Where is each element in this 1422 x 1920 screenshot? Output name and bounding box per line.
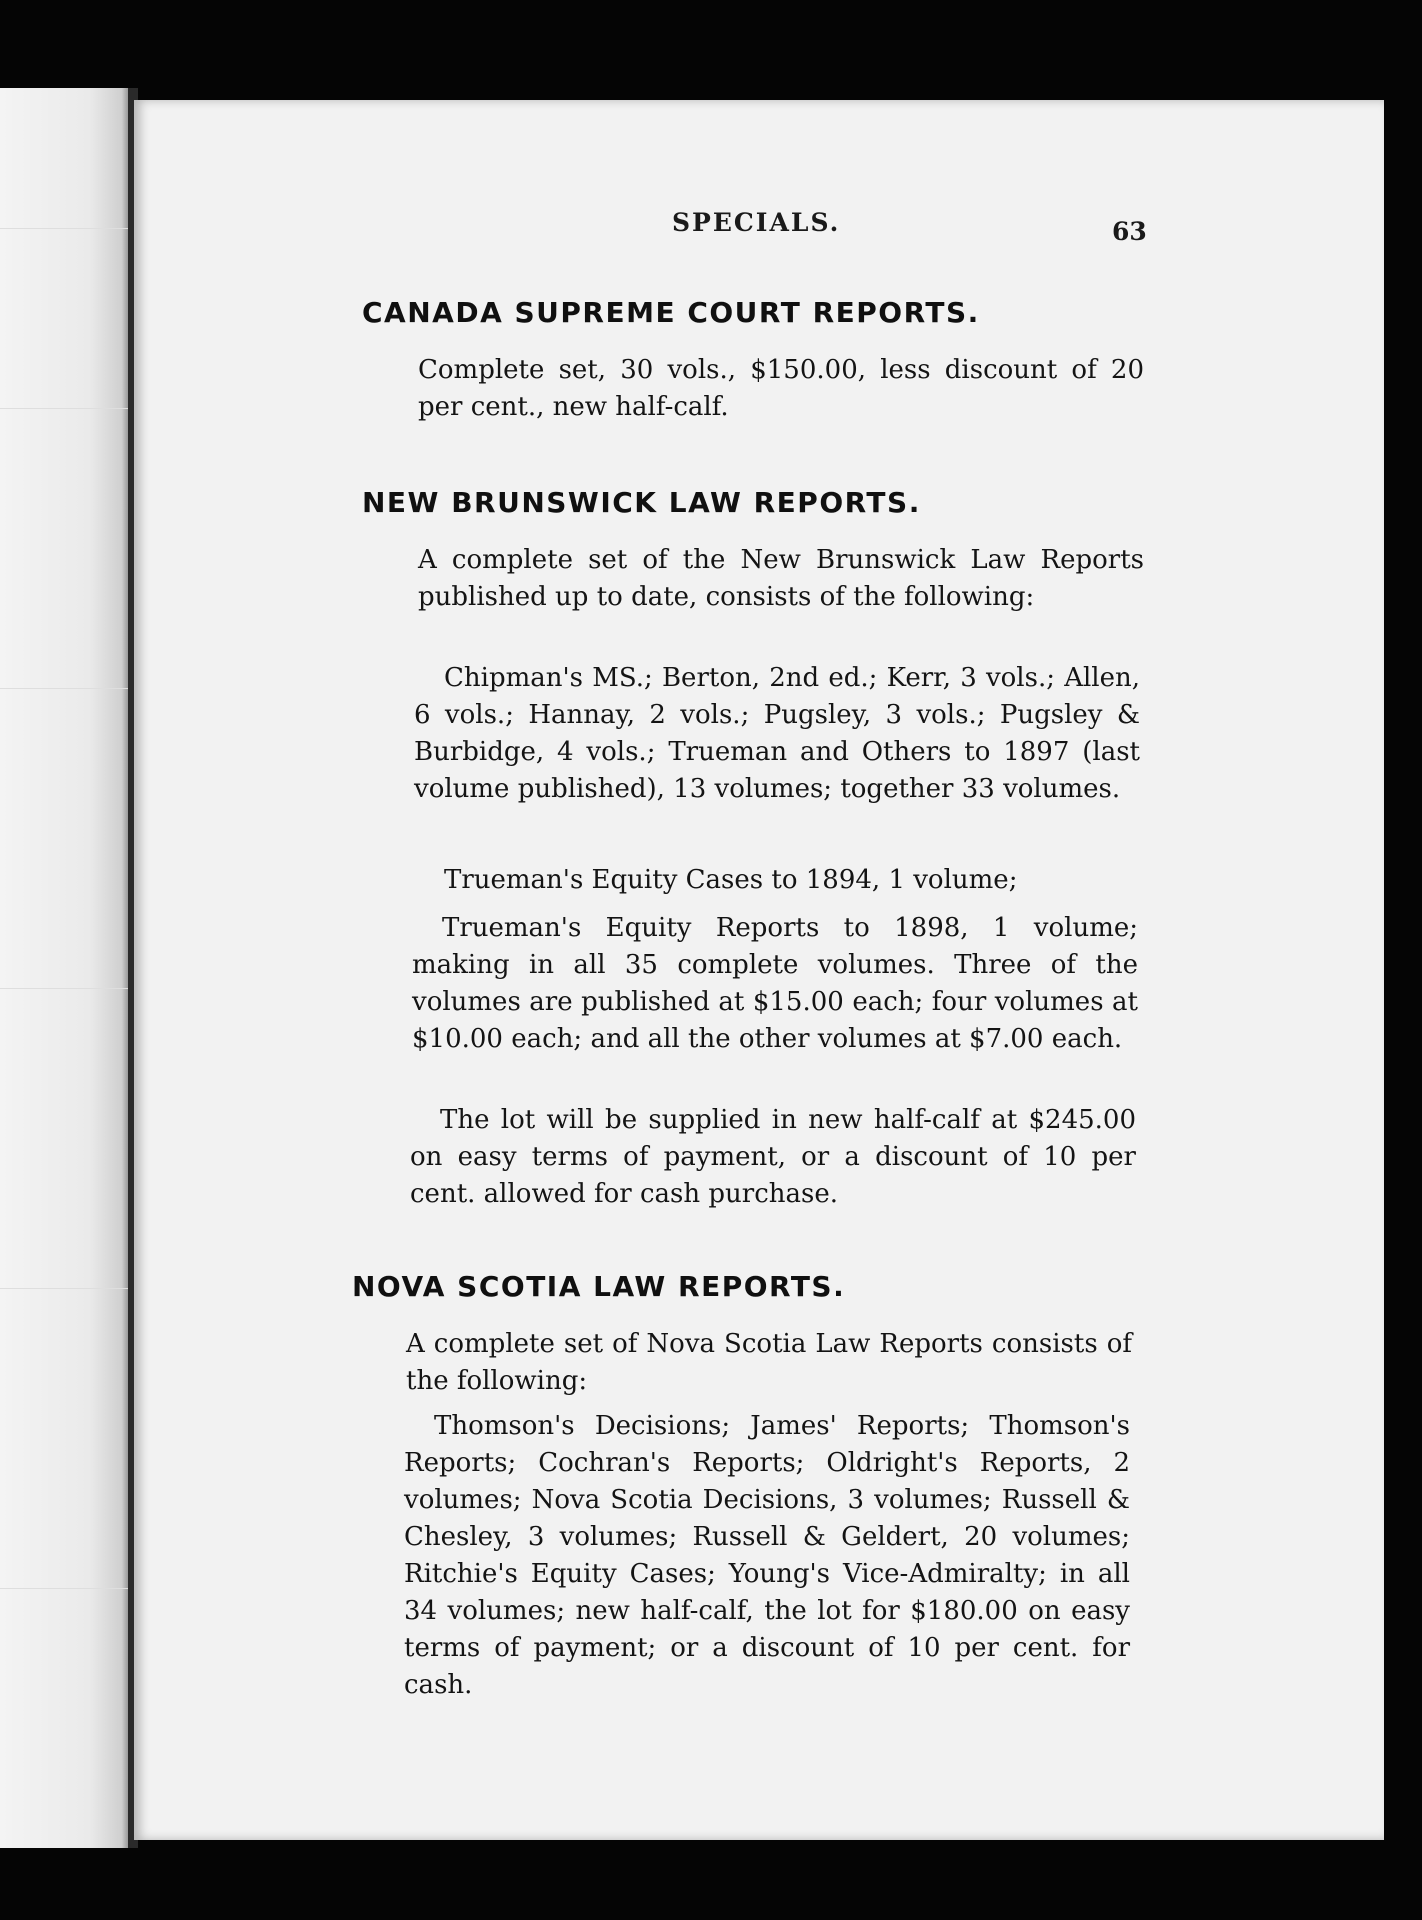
paragraph-canada-1: Complete set, 30 vols., $150.00, less discount of 20 per cent., new half-calf. (418, 355, 1144, 422)
paragraph-new-brunswick-1: A complete set of the New Brunswick Law Reports published up to date, consists of the following: (418, 545, 1144, 612)
running-header: SPECIALS. (672, 208, 841, 237)
section-heading-new-brunswick: NEW BRUNSWICK LAW REPORTS. (362, 486, 921, 519)
ruled-line (0, 1288, 128, 1289)
page-number: 63 (1112, 217, 1147, 246)
paragraph-new-brunswick-2: Chipman's MS.; Berton, 2nd ed.; Kerr, 3 vols.; Allen, 6 vols.; Hannay, 2 vols.; Pugsley, 3 vols.; Pugsley & Burbidge, 4 vols.; Trueman and Others to 1897 (last volume published), 13 volumes; together 33 volumes. (414, 663, 1140, 804)
paragraph-new-brunswick-5: The lot will be supplied in new half-calf at $245.00 on easy terms of payment, or a discount of 10 per cent. allowed for cash purchase. (410, 1105, 1136, 1209)
paragraph-nova-scotia-2: Thomson's Decisions; James' Reports; Thomson's Reports; Cochran's Reports; Oldright's Reports, 2 volumes; Nova Scotia Decisions, 3 volumes; Russell & Chesley, 3 volumes; Russell & Geldert, 20 volumes; Ritchie's Equity Cases; Young's Vice-Admiralty; in all 34 volumes; new half-calf, the lot for $180.00 on easy terms of payment; or a discount of 10 per cent. for cash. (404, 1411, 1130, 1700)
section-heading-nova-scotia: NOVA SCOTIA LAW REPORTS. (352, 1270, 846, 1303)
ruled-line (0, 688, 128, 689)
ruled-line (0, 988, 128, 989)
ruled-line (0, 1588, 128, 1589)
paragraph-new-brunswick-4: Trueman's Equity Reports to 1898, 1 volume; making in all 35 complete volumes. Three of the volumes are published at $15.00 each; four volumes at $10.00 each; and all the other volumes at $7.00 each. (412, 913, 1138, 1054)
facing-page-edge (0, 88, 128, 1848)
section-heading-canada: CANADA SUPREME COURT REPORTS. (362, 296, 980, 329)
ruled-line (0, 228, 128, 229)
paragraph-nova-scotia-1: A complete set of Nova Scotia Law Reports consists of the following: (406, 1329, 1132, 1396)
ruled-line (0, 408, 128, 409)
paragraph-new-brunswick-3: Trueman's Equity Cases to 1894, 1 volume; (444, 865, 1018, 895)
